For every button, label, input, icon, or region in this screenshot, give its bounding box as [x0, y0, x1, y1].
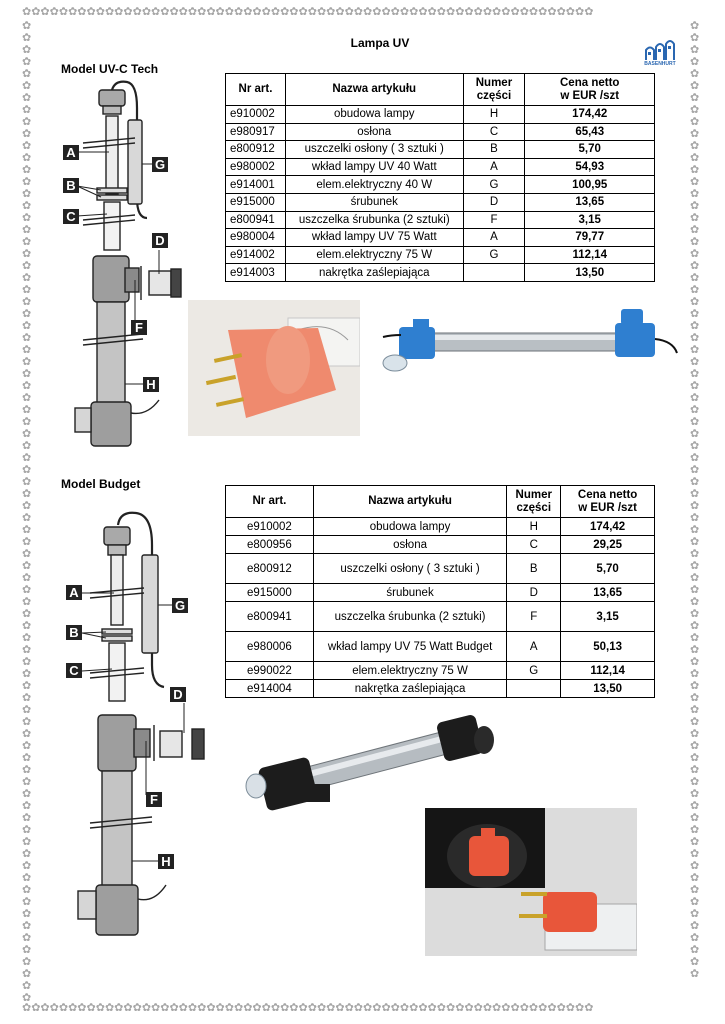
table-row: e915000 śrubunek D 13,65 [226, 193, 655, 211]
col-cena: Cena netto w EUR /szt [525, 74, 655, 106]
diagram-label-c: C [69, 663, 79, 678]
col-cena: Cena netto w EUR /szt [561, 486, 655, 518]
photo-budget-connector [425, 808, 637, 956]
table-row: e980004 wkład lampy UV 75 Watt A 79,77 [226, 229, 655, 247]
border-ornament-left: ✿✿✿✿✿✿✿✿✿✿✿✿✿✿✿✿✿✿✿✿✿✿✿✿✿✿✿✿✿✿✿✿✿✿✿✿✿✿✿✿✿✿✿✿✿✿✿✿✿✿✿✿✿✿✿✿✿✿✿✿✿✿✿✿✿✿✿✿✿✿✿✿✿✿✿✿✿✿✿✿✿✿ [22, 20, 32, 1002]
table-row: e800912 uszczelki osłony ( 3 sztuki ) B 5,70 [226, 141, 655, 159]
table-row: e800941 uszczelka śrubunka (2 sztuki) F 3,15 [226, 211, 655, 229]
table-row: e980917 osłona C 65,43 [226, 123, 655, 141]
diagram-label-f: F [150, 792, 158, 807]
table-row: e915000 śrubunek D 13,65 [226, 584, 655, 602]
table-row: e800956 osłona C 29,25 [226, 536, 655, 554]
col-nr-art: Nr art. [226, 486, 314, 518]
table-row: e980002 wkład lampy UV 40 Watt A 54,93 [226, 158, 655, 176]
page-title: Lampa UV [350, 36, 410, 50]
diagram-label-d: D [155, 233, 165, 248]
diagram-label-b: B [66, 178, 76, 193]
diagram-label-f: F [135, 320, 143, 335]
border-ornament-bottom: ✿✿✿✿✿✿✿✿✿✿✿✿✿✿✿✿✿✿✿✿✿✿✿✿✿✿✿✿✿✿✿✿✿✿✿✿✿✿✿✿✿✿✿✿✿✿✿✿✿✿✿✿✿✿✿✿✿✿✿✿✿✿ [22, 1002, 594, 1014]
col-numer: Numer części [507, 486, 561, 518]
exploded-diagram-uvc-tech [55, 78, 195, 450]
col-nazwa: Nazwa artykułu [285, 74, 463, 106]
exploded-diagram-budget [60, 505, 220, 940]
col-numer: Numer części [463, 74, 525, 106]
parts-table-budget [225, 485, 655, 698]
diagram-label-a: A [66, 145, 76, 160]
photo-lamp-connector-40w [188, 300, 360, 436]
col-nazwa: Nazwa artykułu [313, 486, 506, 518]
logo-text: BASENHURT [644, 61, 676, 67]
diagram-label-b: B [69, 625, 79, 640]
border-ornament-top: ✿✿✿✿✿✿✿✿✿✿✿✿✿✿✿✿✿✿✿✿✿✿✿✿✿✿✿✿✿✿✿✿✿✿✿✿✿✿✿✿✿✿✿✿✿✿✿✿✿✿✿✿✿✿✿✿✿✿✿✿✿✿ [22, 6, 594, 18]
diagram-label-g: G [154, 157, 166, 172]
section-title-budget: Model Budget [61, 477, 141, 491]
table-row: e914004 nakrętka zaślepiająca 13,50 [226, 680, 655, 698]
table-row: e914003 nakrętka zaślepiająca 13,50 [226, 264, 655, 282]
diagram-label-g: G [174, 598, 186, 613]
table-row: e914002 elem.elektryczny 75 W G 112,14 [226, 246, 655, 264]
diagram-label-d: D [173, 687, 183, 702]
section-title-uvc-tech: Model UV-C Tech [61, 62, 159, 76]
photo-budget-lamp [244, 714, 498, 814]
table-row: e980006 wkład lampy UV 75 Watt Budget A 50,13 [226, 632, 655, 662]
table-header-row [226, 74, 655, 106]
table-header-row [226, 486, 655, 518]
table-row: e800941 uszczelka śrubunka (2 sztuki) F 3,15 [226, 602, 655, 632]
border-ornament-right: ✿✿✿✿✿✿✿✿✿✿✿✿✿✿✿✿✿✿✿✿✿✿✿✿✿✿✿✿✿✿✿✿✿✿✿✿✿✿✿✿✿✿✿✿✿✿✿✿✿✿✿✿✿✿✿✿✿✿✿✿✿✿✿✿✿✿✿✿✿✿✿✿✿✿✿✿✿✿✿✿ [690, 20, 700, 980]
diagram-label-a: A [69, 585, 79, 600]
table-row: e800912 uszczelki osłony ( 3 sztuki ) B 5,70 [226, 554, 655, 584]
col-nr-art: Nr art. [226, 74, 286, 106]
table-row: e914001 elem.elektryczny 40 W G 100,95 [226, 176, 655, 194]
table-row: e990022 elem.elektryczny 75 W G 112,14 [226, 662, 655, 680]
parts-table-uvc-tech [225, 73, 655, 282]
diagram-label-c: C [66, 209, 76, 224]
table-row: e910002 obudowa lampy H 174,42 [226, 518, 655, 536]
table-row: e910002 obudowa lampy H 174,42 [226, 106, 655, 124]
diagram-label-h: H [161, 854, 171, 869]
diagram-label-h: H [146, 377, 156, 392]
photo-uvc-tech-lamp [373, 305, 681, 379]
